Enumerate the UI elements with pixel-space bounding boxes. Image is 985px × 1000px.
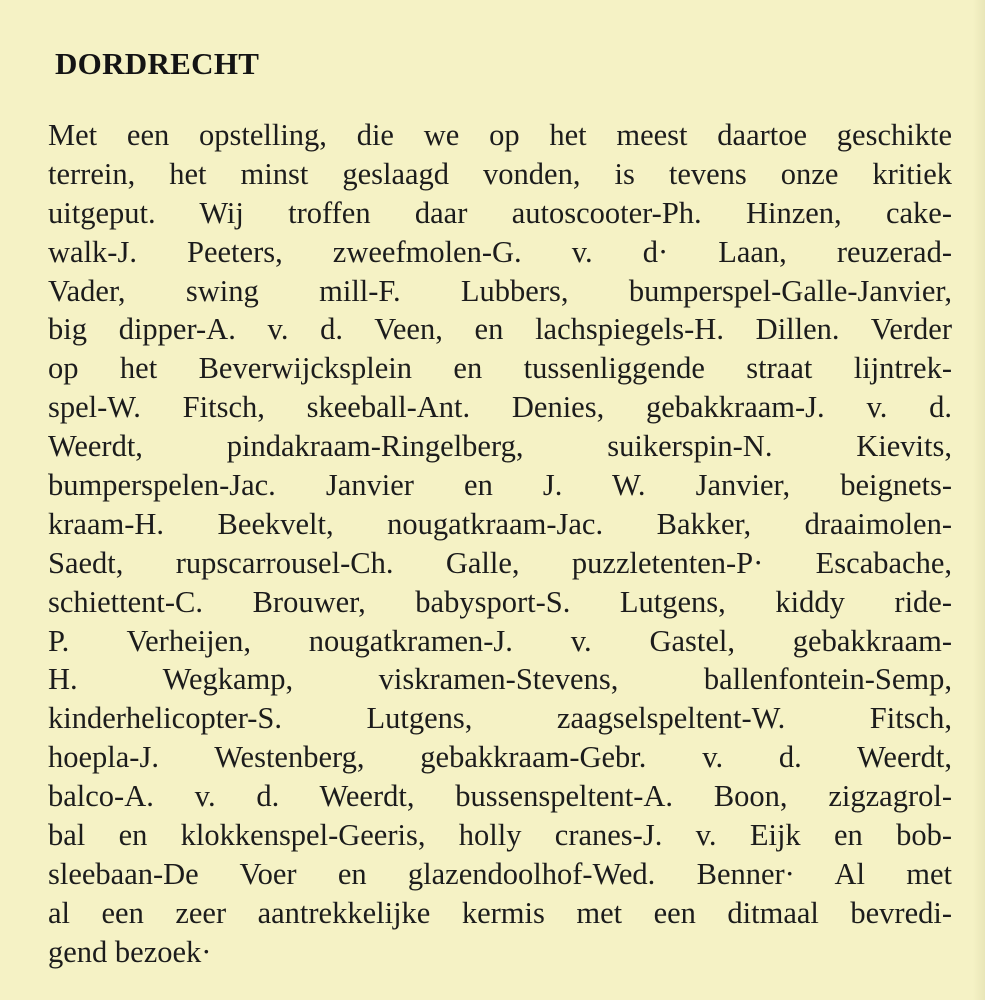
- text-line: terrein, het minst geslaagd vonden, is tevens onze kritiek: [48, 156, 952, 191]
- text-line: bumperspelen-Jac. Janvier en J. W. Janvier, beignets-: [48, 468, 952, 503]
- text-line: H. Wegkamp, viskramen-Stevens, ballenfontein-Semp,: [48, 662, 952, 697]
- text-line: bal en klokkenspel-Geeris, holly cranes-J. v. Eijk en bob-: [48, 818, 952, 853]
- text-line: P. Verheijen, nougatkramen-J. v. Gastel, gebakkraam-: [48, 623, 952, 658]
- text-line: spel-W. Fitsch, skeeball-Ant. Denies, gebakkraam-J. v. d.: [48, 390, 952, 425]
- text-line: Saedt, rupscarrousel-Ch. Galle, puzzletenten-P· Escabache,: [48, 545, 952, 580]
- text-line: Met een opstelling, die we op het meest daartoe geschikte: [48, 118, 952, 152]
- article-body: [48, 116, 952, 972]
- text-line: balco-A. v. d. Weerdt, bussenspeltent-A. Boon, zigzagrol-: [48, 779, 952, 814]
- text-line: uitgeput. Wij troffen daar autoscooter-Ph. Hinzen, cake-: [48, 195, 952, 230]
- text-line: gend bezoek·: [48, 934, 212, 969]
- text-line: walk-J. Peeters, zweefmolen-G. v. d· Laan, reuzerad-: [48, 234, 952, 269]
- article-heading: DORDRECHT: [55, 46, 260, 81]
- text-line: schiettent-C. Brouwer, babysport-S. Lutgens, kiddy ride-: [48, 584, 952, 619]
- text-line: Vader, swing mill-F. Lubbers, bumperspel-Galle-Janvier,: [48, 273, 952, 308]
- text-line: kraam-H. Beekvelt, nougatkraam-Jac. Bakker, draaimolen-: [48, 506, 952, 541]
- text-line: big dipper-A. v. d. Veen, en lachspiegels-H. Dillen. Verder: [48, 312, 952, 347]
- text-line: kinderhelicopter-S. Lutgens, zaagselspeltent-W. Fitsch,: [48, 701, 952, 736]
- page-edge: [973, 0, 985, 1000]
- text-line: al een zeer aantrekkelijke kermis met een ditmaal bevredi-: [48, 895, 952, 930]
- text-line: hoepla-J. Westenberg, gebakkraam-Gebr. v. d. Weerdt,: [48, 740, 952, 775]
- text-line: op het Beverwijcksplein en tussenliggende straat lijntrek-: [48, 351, 952, 386]
- text-line: sleebaan-De Voer en glazendoolhof-Wed. Benner· Al met: [48, 856, 952, 891]
- text-line: Weerdt, pindakraam-Ringelberg, suikerspin-N. Kievits,: [48, 429, 952, 464]
